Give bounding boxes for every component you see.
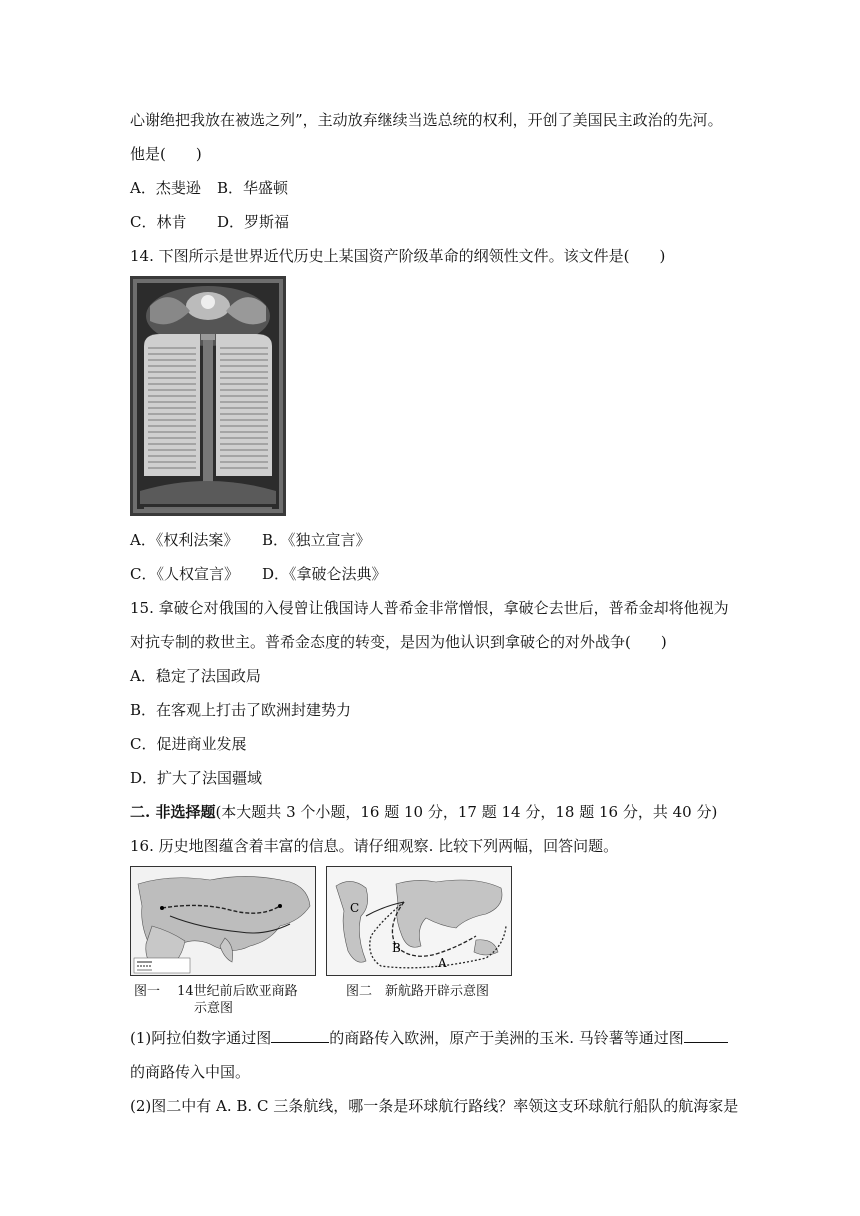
q16-sub2-text: (2)图二中有 A. B. C 三条航线，哪一条是环球航行路线？率领这支环球航行船队的航海家是 <box>130 1097 739 1115</box>
q13-option-d[interactable]: D．罗斯福 <box>217 213 290 231</box>
route-label-a: A <box>438 956 447 970</box>
fig2-caption: 图二 新航路开辟示意图 <box>346 984 490 999</box>
q14-option-d[interactable]: D．《拿破仑法典》 <box>262 565 387 583</box>
q15-option-d[interactable]: D．扩大了法国疆域 <box>130 769 263 787</box>
q14-option-c[interactable]: C．《人权宣言》 <box>130 565 239 583</box>
fig1-caption-line2: 示意图 <box>194 1001 234 1016</box>
section2-title: 二. 非选择题 <box>130 803 216 821</box>
q15-text-line2: 对抗专制的救世主。普希金态度的转变，是因为他认识到拿破仑的对外战争( ) <box>130 633 667 651</box>
q14-option-a[interactable]: A．《权利法案》 <box>130 531 239 549</box>
q13-option-c[interactable]: C．林肯 <box>130 213 187 231</box>
route-label-b: B <box>392 941 401 955</box>
declaration-document-image <box>130 276 286 516</box>
trade-routes-map <box>130 866 316 976</box>
q16-sub1-text-b: 的商路传入欧洲，原产于美洲的玉米. 马铃薯等通过图 <box>329 1029 684 1047</box>
q13-option-b[interactable]: B．华盛顿 <box>217 179 289 197</box>
q14-option-b[interactable]: B．《独立宣言》 <box>262 531 371 549</box>
q15-option-b[interactable]: B．在客观上打击了欧洲封建势力 <box>130 701 352 719</box>
q16-sub1-text-a: (1)阿拉伯数字通过图 <box>130 1029 272 1047</box>
q13-text-line2: 他是( ) <box>130 145 202 163</box>
route-label-c: C <box>350 901 360 915</box>
q14-stem: 14. 下图所示是世界近代历史上某国资产阶级革命的纲领性文件。该文件是( ) <box>130 247 666 265</box>
q16-sub1-line2: 的商路传入中国。 <box>130 1063 251 1081</box>
section2-heading <box>130 802 717 822</box>
q13-option-a[interactable]: A．杰斐逊 <box>130 179 201 197</box>
section2-note: (本大题共 3 个小题，16 题 10 分，17 题 14 分，18 题 16 分，共 40 分) <box>215 803 718 821</box>
q16-sub1-blank-2[interactable] <box>684 1028 728 1043</box>
q16-stem: 16. 历史地图蕴含着丰富的信息。请仔细观察. 比较下列两幅，回答问题。 <box>130 837 619 855</box>
q15-text-line1: 15. 拿破仑对俄国的入侵曾让俄国诗人普希金非常憎恨，拿破仑去世后，普希金却将他视为 <box>130 599 729 617</box>
q16-sub1-blank-1[interactable] <box>271 1028 329 1043</box>
q15-option-c[interactable]: C．促进商业发展 <box>130 735 247 753</box>
q16-sub1-line1 <box>130 1028 728 1048</box>
q13-text-line1: 心谢绝把我放在被选之列”，主动放弃继续当选总统的权利，开创了美国民主政治的先河。 <box>130 111 723 129</box>
q15-option-a[interactable]: A．稳定了法国政局 <box>130 667 261 685</box>
fig1-caption-line1: 图一 14世纪前后欧亚商路 <box>134 984 298 999</box>
new-sea-routes-map <box>326 866 512 976</box>
